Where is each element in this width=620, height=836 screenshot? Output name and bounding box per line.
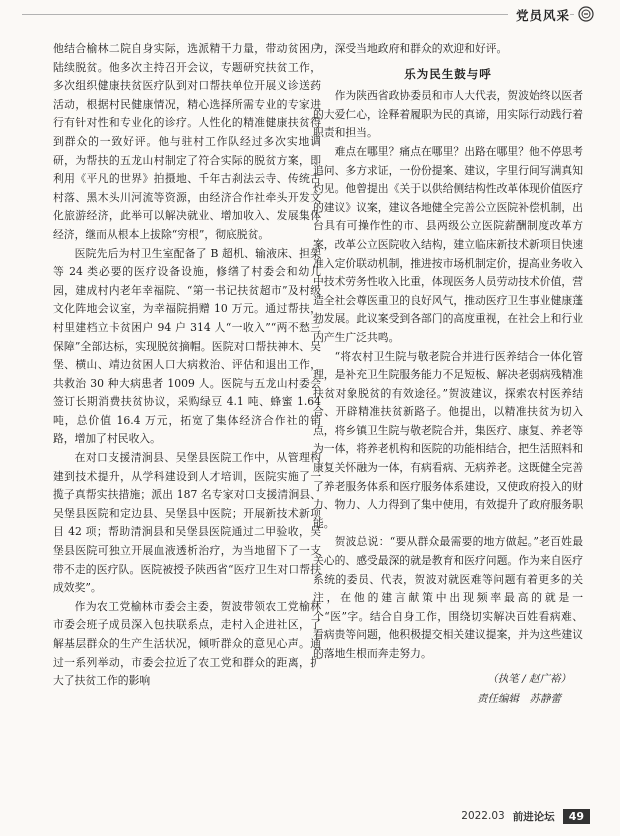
author-byline: （执笔 / 赵广裕）	[487, 672, 571, 685]
page-footer	[461, 806, 590, 826]
subheading: 乐为民生鼓与呼	[404, 66, 492, 81]
paragraph: 难点在哪里？痛点在哪里？出路在哪里？他不停思考追问、多方求证，一份份提案、建议，字里行间写满真知灼见。他曾提出《关于以供给侧结构性改革体现价值医疗的建议》议案，建议各地健全完善公立医院补偿机制，出台具有可操作性的市、县两级公立医院薪酬制度改革方案，改革公立医院收入结构，建立临床新技术新项目快速准入定价联动机制，推进按市场机制定价，提高业务收入中技术劳务性收入比重，体现医务人员劳动技术价值，营造全社会尊医重卫的良好风气，推动医疗卫生事业健康蓬勃发展。此议案受到各部门的高度重视，在社会上和行业内产生广泛共鸣。	[313, 144, 583, 344]
paragraph: 医院先后为村卫生室配备了 B 超机、输液床、担架等 24 类必要的医疗设备设施，修缮了村委会和幼儿园，建成村内老年幸福院、“第一书记扶贫超市”及村级文化阵地会议室，为幸福院捐赠 10 万元。通过帮扶，村里建档立卡贫困户 94 户 314 人“一收入”“两不愁三保障”全部达标，实现脱贫摘帽。医院对口帮扶神木、吴堡、横山、靖边贫困人口大病救治、评估和退出工作，共救治 30 种大病患者 1009 人。医院与五龙山村委会签订长期消费扶贫协议，采购绿豆 4.1 吨、蜂蜜 1.64 吨，总价值 16.4 万元，拓宽了集体经济合作社的销路，增加了村民收入。	[53, 246, 321, 446]
editor-credit: 责任编辑 苏静蕾	[477, 693, 561, 706]
paragraph: “将农村卫生院与敬老院合并进行医养结合一体化管理，是补充卫生院服务能力不足短板、解决老弱病残精准扶贫对象脱贫的有效途径。”贺波建议，探索农村医养结合、开辟精准扶贫新路子。他提出，以精准扶贫为切入点，将乡镇卫生院与敬老院合并，集医疗、康复、养老等为一体，将养老机构和医院的功能相结合，把生活照料和康复关怀融为一体，有病看病、无病养老。这既健全完善了养老服务体系和医疗服务体系建设，又使政府投入的财力、物力、人力得到了集中使用，有效提升了政府服务职能。	[313, 349, 583, 530]
paragraph: 贺波总说：“要从群众最需要的地方做起。”老百姓最关心的、感受最深的就是教育和医疗问题。作为来自医疗系统的委员、代表，贺波对就医难等问题有着更多的关注，在他的建言献策中出现频率最高的就是一个“医”字。结合自身工作，围绕切实解决百姓看病难、看病贵等问题，他积极提交相关建议提案，并为这些建议的落地生根而奔走努力。	[313, 535, 583, 660]
paragraph: 作为农工党榆林市委会主委，贺波带领农工党榆林市委会班子成员深入包扶联系点，走村入企进社区，了解基层群众的生产生活状况，倾听群众的意见心声。通过一系列举动，市委会拉近了农工党和群众的距离，扩大了扶贫工作的影响	[53, 599, 321, 688]
paragraph: 作为陕西省政协委员和市人大代表，贺波始终以医者的大爱仁心，诠释着履职为民的真谛，用实际行动践行着职责和担当。	[313, 89, 583, 140]
magazine-name: 前进论坛	[512, 810, 555, 823]
section-title: 党员风采	[508, 6, 570, 24]
paragraph: 力，深受当地政府和群众的欢迎和好评。	[313, 42, 508, 55]
paragraph: 他结合榆林二院自身实际，选派精干力量，带动贫困户陆续脱贫。他多次主持召开会议，专题研究扶贫工作，多次组织健康扶贫医疗队到对口帮扶单位开展义诊送药活动，根据村民健康情况，精心选择所需专业的专家进行有针对性和专业化的诊疗。人性化的精准健康扶贫得到群众的一致好评。他与驻村工作队经过多次实地调研，为帮扶的五龙山村制定了符合实际的脱贫方案，即利用《平凡的世界》拍摄地、千年古刹法云寺、传统古村落、黑木头川河流等资源，由经济合作社牵头开发文化旅游经济，此举可以解决就业、增加收入、发展集体经济，继而从根本上拔除“穷根”，彻底脱贫。	[53, 42, 321, 241]
section-logo-icon	[578, 6, 594, 22]
issue-number: 2022.03	[461, 810, 505, 822]
page-header	[0, 0, 620, 32]
right-column	[313, 40, 583, 709]
header-rule	[22, 14, 574, 15]
left-column	[53, 40, 321, 691]
paragraph: 在对口支援清涧县、吴堡县医院工作中，从管理构建到技术提升，从学科建设到人才培训，医院实施了一揽子真帮实扶措施；派出 187 名专家对口支援清涧县、吴堡县医院和定边县、吴堡县中医院；开展新技术新项目 42 项；帮助清涧县和吴堡县医院通过二甲验收，吴堡县医院可独立开展血液透析治疗，为当地留下了一支带不走的医疗队。医院被授予陕西省“医疗卫生对口帮扶成效奖”。	[53, 451, 321, 595]
page-number: 49	[563, 809, 590, 824]
